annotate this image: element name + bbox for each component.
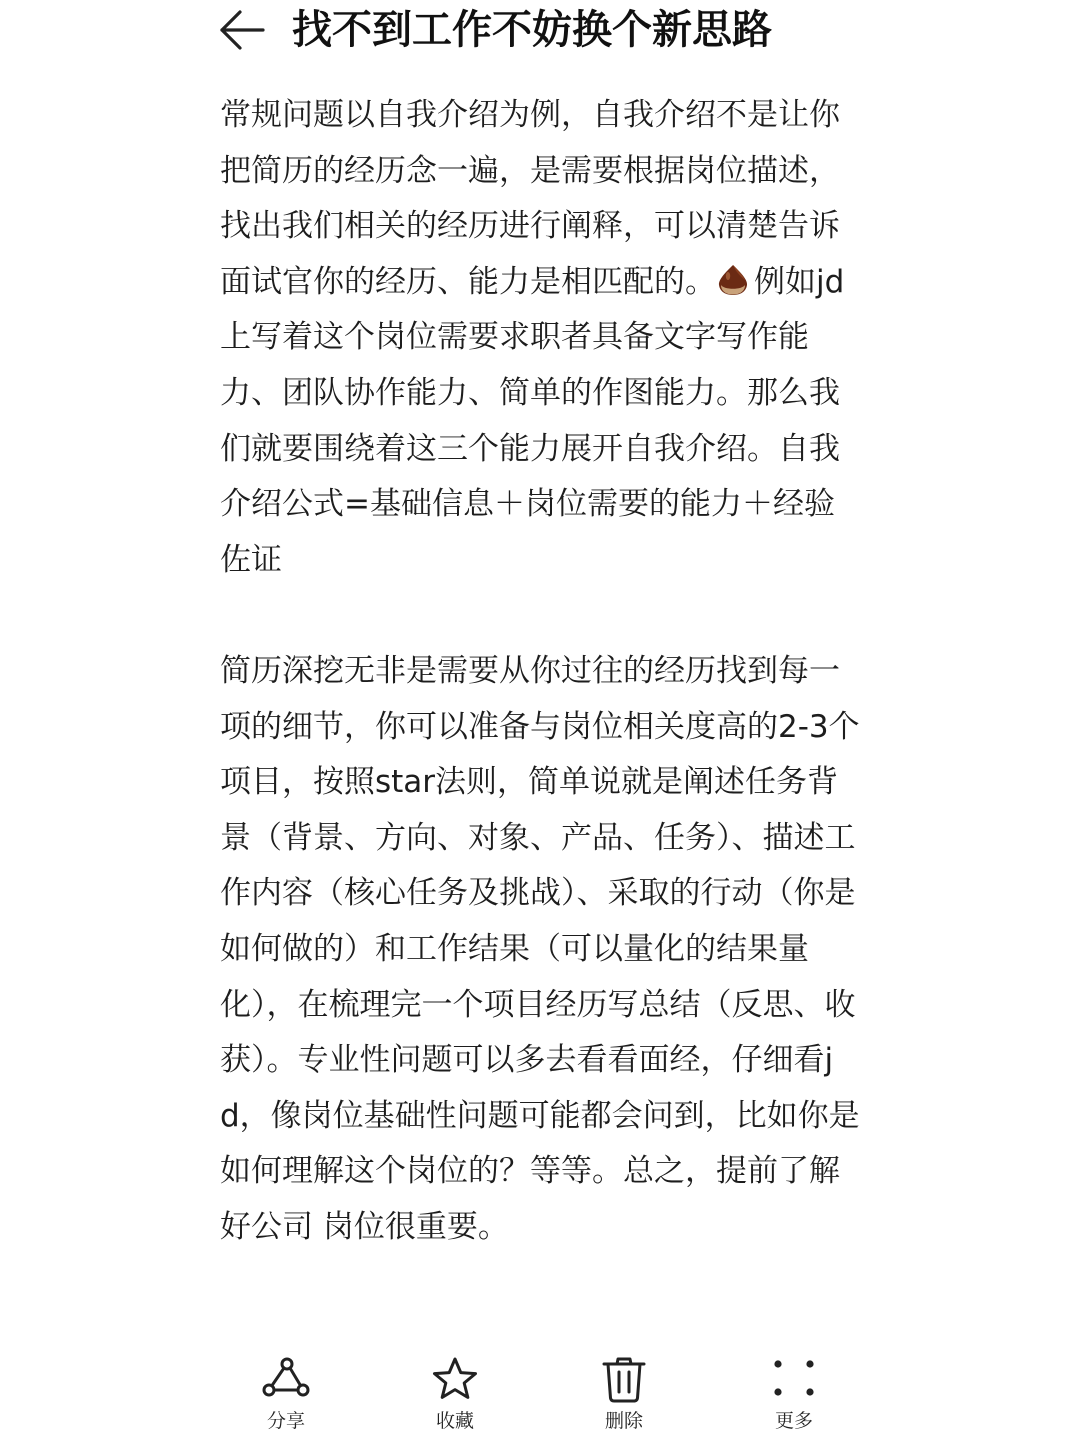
bottom-toolbar [200,1350,880,1440]
share-label: 分享 [266,1410,305,1432]
paragraph-1-text-b: 例如jd上写着这个岗位需要求职者具备文字写作能力、团队协作能力、简单的作图能力。那么我们就要围绕着这三个能力展开自我介绍。自我介绍公式=基础信息＋岗位需要的能力＋经验佐证 [220,263,845,578]
arrow-left-icon [218,8,266,52]
paragraph-1-text-a: 常规问题以自我介绍为例，自我介绍不是让你把简历的经历念一遍，是需要根据岗位描述，找出我们相关的经历进行阐释，可以清楚告诉面试官你的经历、能力是相匹配的。 [220,97,840,300]
share-button[interactable] [226,1350,346,1436]
note-body [220,88,860,1255]
trash-icon [598,1354,650,1406]
delete-button[interactable] [564,1350,684,1436]
favorite-label: 收藏 [435,1410,474,1432]
delete-label: 删除 [604,1410,643,1432]
chestnut-emoji-icon [716,260,750,294]
more-dots-icon [768,1354,820,1406]
favorite-button[interactable] [395,1350,515,1436]
back-button[interactable] [218,8,266,52]
paragraph-1 [220,88,860,588]
paragraph-2: 简历深挖无非是需要从你过往的经历找到每一项的细节，你可以准备与岗位相关度高的2-3个项目，按照star法则，简单说就是阐述任务背景（背景、方向、对象、产品、任务）、描述工作内容（核心任务及挑战）、采取的行动（你是如何做的）和工作结果（可以量化的结果量化），在梳理完一个项目经历写总结（反思、收获）。专业性问题可以多去看看面经，仔细看jd，像岗位基础性问题可能都会问到，比如你是如何理解这个岗位的？等等。总之，提前了解好公司 岗位很重要。 [220,652,860,1245]
more-label: 更多 [774,1410,813,1432]
star-icon [429,1354,481,1406]
more-button[interactable] [734,1350,854,1436]
page-title: 找不到工作不妨换个新思路 [292,7,772,53]
header-bar [0,0,1080,70]
share-icon [260,1354,312,1406]
